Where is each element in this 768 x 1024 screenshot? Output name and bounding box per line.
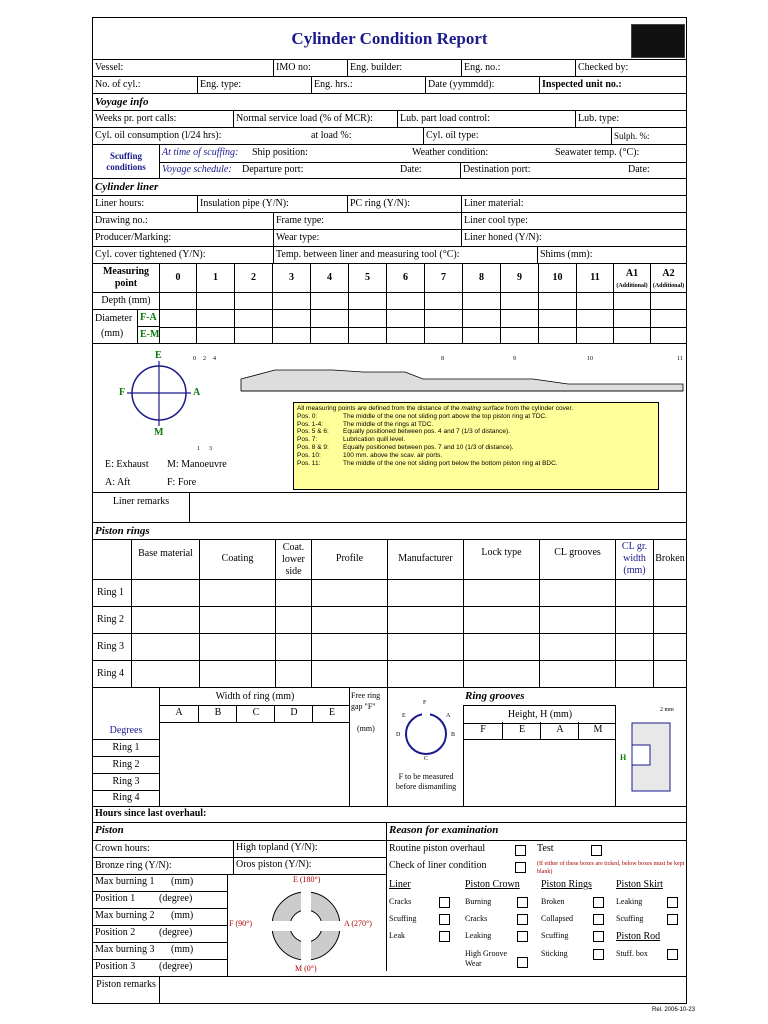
- liner-row-1: [93, 196, 686, 213]
- normal-load-field[interactable]: Normal service load (% of MCR):: [233, 111, 397, 127]
- check-liner-checkbox[interactable]: [515, 862, 526, 873]
- at-time-scuffing-label: At time of scuffing:: [162, 147, 239, 158]
- coat-lower-header: Coat. lower side: [275, 540, 311, 579]
- point-9: 9: [500, 264, 538, 292]
- ring-row: [93, 634, 686, 661]
- col-div-3: [272, 293, 273, 344]
- diameter-mm: (mm): [101, 328, 124, 339]
- liner-honed-field[interactable]: Liner honed (Y/N):: [461, 230, 686, 246]
- voyage-section-row: [93, 94, 686, 111]
- liner-section-title: Cylinder liner: [95, 181, 159, 193]
- burn-label: Position 2: [95, 927, 136, 938]
- burn-label: Position 1: [95, 893, 136, 904]
- ring-col-div: [615, 580, 616, 688]
- depth-label: Depth (mm): [101, 295, 151, 306]
- burn-unit: (degree): [159, 893, 193, 904]
- scuffing-line-1: [159, 145, 687, 163]
- piston-remarks-label: Piston remarks: [96, 979, 156, 990]
- width-ring-2: Ring 2: [93, 756, 159, 774]
- ring-label-a: A: [446, 713, 451, 719]
- coating-header: Coating: [199, 540, 275, 579]
- piston-compass-m: M (0°): [295, 964, 317, 973]
- skirt-scuffing: Scuffing: [616, 914, 644, 923]
- rings-broken-checkbox[interactable]: [593, 897, 604, 908]
- rings-header-row: [93, 540, 686, 580]
- eng-builder-field[interactable]: Eng. builder:: [347, 60, 461, 76]
- note-row: [297, 413, 655, 421]
- point-3: 3: [272, 264, 310, 292]
- destination-port-field[interactable]: Destination port:: [460, 162, 531, 179]
- inspected-unit-field[interactable]: Inspected unit no.:: [539, 77, 686, 93]
- note-text: Equally positioned between pos. 4 and 7 (1/3 of distance).: [343, 428, 510, 436]
- liner-leak: Leak: [389, 931, 405, 940]
- header-row-2: [93, 77, 686, 94]
- rings-scuffing: Scuffing: [541, 931, 569, 940]
- point-1: 1: [196, 264, 234, 292]
- width-ring-1: Ring 1: [93, 739, 159, 757]
- ring-label-d: D: [396, 732, 401, 738]
- liner-remarks-row: [93, 493, 686, 523]
- liner-scuffing: Scuffing: [389, 914, 417, 923]
- routine-checkbox[interactable]: [515, 845, 526, 856]
- width-ring-4: Ring 4: [112, 792, 140, 803]
- width-header: Width of ring (mm): [159, 688, 350, 706]
- profile-8: 8: [441, 356, 444, 362]
- point-a1-label: A1: [625, 268, 639, 279]
- eng-hrs-field[interactable]: Eng. hrs.:: [311, 77, 425, 93]
- note-text: The middle of the one not sliding port above the top piston ring at TDC.: [343, 412, 548, 420]
- footer-release: Rel. 2006-10-23: [652, 1007, 696, 1013]
- col-div-4: [310, 293, 311, 344]
- point-8: 8: [462, 264, 500, 292]
- liner-remarks-label: Liner remarks: [112, 496, 170, 507]
- eng-type-field[interactable]: Eng. type:: [197, 77, 311, 93]
- col-div-6: [386, 293, 387, 344]
- legend-aft: A: Aft: [105, 477, 131, 488]
- note-pos: Pos. 0:: [297, 412, 318, 420]
- liner-cool-type-field[interactable]: Liner cool type:: [461, 213, 686, 229]
- degrees-label: Degrees: [93, 722, 159, 740]
- legend-manoeuvre: M: Manoeuvre: [167, 459, 227, 470]
- ring-col-div: [131, 580, 132, 688]
- groove-col-a: A: [540, 722, 579, 739]
- no-cyl-field[interactable]: No. of cyl.:: [95, 79, 141, 90]
- height-header: Height, H (mm): [463, 705, 616, 724]
- width-grid[interactable]: [159, 722, 350, 806]
- liner-cracks: Cracks: [389, 897, 412, 906]
- diag-bot-3: 3: [209, 446, 212, 452]
- burn-line: [93, 891, 227, 892]
- ring-row-label: Ring 2: [97, 614, 124, 625]
- note-text: The middle of the rings at TDC.: [343, 420, 434, 428]
- title-row: [93, 18, 686, 60]
- col-div-5: [348, 293, 349, 344]
- width-col-b: B: [198, 705, 237, 722]
- ring-row-label: Ring 4: [97, 668, 124, 679]
- rings-scuffing-checkbox[interactable]: [593, 931, 604, 942]
- bronze-ring-field[interactable]: Bronze ring (Y/N):: [95, 860, 172, 871]
- hours-overhaul-label: Hours since last overhaul:: [95, 808, 207, 819]
- sulph-field[interactable]: Sulph. %:: [611, 128, 686, 144]
- producer-field[interactable]: Producer/Marking:: [95, 232, 172, 243]
- rings-sticking-checkbox[interactable]: [593, 949, 604, 960]
- note-intro-em: mating surface: [461, 405, 505, 412]
- point-a1: [613, 264, 650, 292]
- col-div-13: [650, 293, 651, 344]
- burn-unit: (mm): [171, 910, 194, 921]
- voyage-row-2: [93, 128, 686, 145]
- ship-position-field[interactable]: Ship position:: [252, 147, 308, 158]
- at-load-field[interactable]: at load %:: [311, 130, 352, 141]
- measuring-point-row: [93, 264, 686, 293]
- ring-gap-diagram: [387, 688, 464, 806]
- vessel-field[interactable]: Vessel:: [95, 62, 124, 73]
- burn-table: [93, 874, 228, 976]
- imo-field[interactable]: IMO no:: [273, 60, 347, 76]
- point-a2-label: A2: [662, 268, 675, 279]
- diameter-text: Diameter: [95, 313, 133, 324]
- point-4: 4: [310, 264, 348, 292]
- liner-leak-checkbox[interactable]: [439, 931, 450, 942]
- group-rod-title: Piston Rod: [616, 931, 661, 942]
- note-pos: Pos. 8 & 9:: [297, 443, 329, 451]
- skirt-leaking: Leaking: [616, 897, 643, 906]
- burn-unit: (degree): [159, 961, 193, 972]
- point-11: 11: [576, 264, 613, 292]
- ring-label-b: B: [451, 732, 456, 738]
- groove-h-label: H: [620, 753, 627, 762]
- weather-field[interactable]: Weather condition:: [412, 147, 489, 158]
- note-pos: Pos. 1-4:: [297, 420, 324, 428]
- width-cols: [159, 705, 350, 723]
- ring-row: [93, 580, 686, 607]
- ring-col-div: [539, 580, 540, 688]
- rings-broken: Broken: [541, 897, 565, 906]
- ring-label-e: E: [402, 713, 406, 719]
- eng-no-field[interactable]: Eng. no.:: [461, 60, 575, 76]
- compass-a: A: [193, 387, 201, 398]
- col-div-12: [613, 293, 614, 344]
- burn-unit: (mm): [171, 944, 194, 955]
- liner-section-row: [93, 179, 686, 196]
- burn-label: Max burning 2: [95, 910, 155, 921]
- base-material-header: Base material: [131, 540, 199, 579]
- high-topland-field[interactable]: High topland (Y/N):: [233, 840, 318, 857]
- width-col-d: D: [274, 705, 313, 722]
- liner-row-4: [93, 247, 686, 264]
- group-liner-title: Liner: [389, 879, 411, 890]
- voyage-schedule-label: Voyage schedule:: [162, 164, 232, 175]
- diag-top-4: 4: [213, 356, 216, 362]
- piston-section-title: Piston: [95, 824, 124, 836]
- ring-col-div: [463, 580, 464, 688]
- date2-field[interactable]: Date:: [628, 164, 650, 175]
- point-7: 7: [424, 264, 462, 292]
- point-2: 2: [234, 264, 272, 292]
- point-a1-note: (Additional): [616, 283, 648, 289]
- profile-header: Profile: [311, 540, 387, 579]
- fa-label: F-A: [137, 310, 159, 327]
- insulation-pipe-field[interactable]: Insulation pipe (Y/N):: [197, 196, 347, 212]
- cyl-oil-type-field[interactable]: Cyl. oil type:: [423, 128, 611, 144]
- em-label: E-M: [137, 327, 159, 344]
- diameter-row: [93, 310, 686, 344]
- groove-col-e: E: [502, 722, 541, 739]
- measuring-points-note: [293, 402, 659, 490]
- pc-ring-field[interactable]: PC ring (Y/N):: [347, 196, 461, 212]
- checked-by-field[interactable]: Checked by:: [575, 60, 686, 76]
- diag-top-2: 2: [203, 356, 206, 362]
- voyage-section-title: Voyage info: [95, 96, 149, 108]
- col-div-2: [234, 293, 235, 344]
- shims-field[interactable]: Shims (mm):: [537, 247, 686, 263]
- crown-high-groove: High Groove Wear: [465, 949, 507, 968]
- cl-grooves-header: CL grooves: [539, 540, 615, 579]
- legend-fore: F: Fore: [167, 477, 197, 488]
- groove-svg: [616, 705, 687, 806]
- scuffing-conditions-label: Scuffing conditions: [106, 151, 146, 172]
- manufacturer-header: Manufacturer: [387, 540, 463, 579]
- ring-col-div: [199, 580, 200, 688]
- cyl-oil-cons-field[interactable]: Cyl. oil consumption (l/24 hrs):: [95, 130, 222, 141]
- liner-row-2: [93, 213, 686, 230]
- lock-type-header: Lock type: [463, 540, 539, 579]
- crown-burning-checkbox[interactable]: [517, 897, 528, 908]
- burn-line: [93, 959, 227, 960]
- note-text: 100 mm. above the scav. air ports.: [343, 451, 443, 459]
- point-6: 6: [386, 264, 424, 292]
- scuffing-line-2: [159, 162, 687, 179]
- burn-line: [93, 925, 227, 926]
- diag-top-0: 0: [193, 356, 196, 362]
- crown-burning: Burning: [465, 897, 492, 906]
- rings-section-title: Piston rings: [95, 525, 150, 537]
- ring-col-div: [275, 580, 276, 688]
- point-5: 5: [348, 264, 386, 292]
- width-ring-3: Ring 3: [93, 773, 159, 791]
- weeks-port-field[interactable]: Weeks pr. port calls:: [95, 113, 177, 124]
- skirt-scuffing-checkbox[interactable]: [667, 914, 678, 925]
- point-10: 10: [538, 264, 576, 292]
- liner-cracks-checkbox[interactable]: [439, 897, 450, 908]
- frame-type-field[interactable]: Frame type:: [273, 213, 461, 229]
- free-ring-gap-mm: (mm): [357, 724, 375, 733]
- reason-section-title: Reason for examination: [389, 824, 499, 836]
- routine-label: Routine piston overhaul: [389, 843, 486, 854]
- width-col-c: C: [236, 705, 275, 722]
- cyl-cover-field[interactable]: Cyl. cover tightened (Y/N):: [95, 249, 206, 260]
- burn-line: [93, 908, 227, 909]
- rings-section-row: [93, 523, 686, 540]
- note-pos: Pos. 7:: [297, 436, 318, 444]
- date1-field[interactable]: Date:: [400, 164, 422, 175]
- free-ring-gap: [349, 688, 387, 806]
- liner-remarks-field[interactable]: [189, 493, 686, 522]
- check-liner-label: Check of liner condition: [389, 860, 487, 871]
- point-a2: [650, 264, 686, 292]
- burn-unit: (mm): [171, 876, 194, 887]
- groove-diagram: [615, 705, 687, 806]
- group-crown-title: Piston Crown: [465, 879, 520, 890]
- col-div-11: [576, 293, 577, 344]
- note-intro: [297, 405, 655, 413]
- ring-col-div: [311, 580, 312, 688]
- ring-label-f: F: [423, 700, 427, 706]
- voyage-row-1: [93, 111, 686, 128]
- lub-part-load-field[interactable]: Lub. part load control:: [397, 111, 575, 127]
- note-row: [297, 444, 655, 452]
- liner-material-field[interactable]: Liner material:: [461, 196, 686, 212]
- col-div-8: [462, 293, 463, 344]
- width-col-e: E: [312, 705, 351, 722]
- reason-note: (If either of these boxes are ticked, below boxes must be kept blank): [537, 861, 685, 875]
- ring-row-label: Ring 1: [97, 587, 124, 598]
- note-text: Lubrication quill level.: [343, 436, 406, 444]
- seawater-field[interactable]: Seawater temp. (°C):: [555, 147, 640, 158]
- col-div-9: [500, 293, 501, 344]
- departure-port-field[interactable]: Departure port:: [242, 164, 304, 175]
- rings-collapsed: Collapsed: [541, 914, 573, 923]
- piston-slot-h: [270, 921, 342, 931]
- oros-piston-field[interactable]: Oros piston (Y/N):: [233, 857, 312, 874]
- note-pos: Pos. 11:: [297, 459, 321, 467]
- ring-circle: [406, 714, 446, 754]
- depth-values[interactable]: [159, 293, 686, 309]
- groove-slot: [632, 745, 650, 765]
- groove-dim-label: 2 mm: [660, 707, 674, 713]
- col-div-7: [424, 293, 425, 344]
- wear-type-field[interactable]: Wear type:: [273, 230, 461, 246]
- ring-col-div: [387, 580, 388, 688]
- crown-leaking: Leaking: [465, 931, 492, 940]
- liner-scuffing-checkbox[interactable]: [439, 914, 450, 925]
- measuring-point-label: Measuring point: [102, 266, 150, 289]
- test-checkbox[interactable]: [591, 845, 602, 856]
- liner-profile: [241, 370, 683, 391]
- test-label: Test: [537, 843, 554, 854]
- crown-high-groove-checkbox[interactable]: [517, 957, 528, 968]
- page-title: Cylinder Condition Report: [291, 29, 488, 48]
- note-row: [297, 436, 655, 444]
- temp-between-field[interactable]: Temp. between liner and measuring tool (°C):: [273, 247, 537, 263]
- compass-m: M: [154, 427, 164, 438]
- note-pos: Pos. 5 & 6:: [297, 428, 329, 436]
- cl-width-header: CL gr. width (mm): [615, 540, 653, 579]
- hours-overhaul-row: [93, 806, 686, 823]
- scuffing-row: [93, 145, 686, 179]
- liner-hours-field[interactable]: Liner hours:: [95, 198, 145, 209]
- ring-width-area: [93, 688, 686, 807]
- depth-row: [93, 293, 686, 310]
- piston-compass-e: E (180°): [293, 875, 321, 884]
- profile-9: 9: [513, 356, 516, 362]
- group-rings-title: Piston Rings: [541, 879, 592, 890]
- group-skirt-title: Piston Skirt: [616, 879, 663, 890]
- groove-col-f: F: [480, 724, 486, 735]
- legend-exhaust: E: Exhaust: [105, 459, 149, 470]
- note-row: [297, 452, 655, 460]
- groove-grid[interactable]: [463, 739, 616, 806]
- ring-row: [93, 661, 686, 688]
- note-text: The middle of the one not sliding port below the bottom piston ring at BDC.: [343, 459, 558, 467]
- note-row: [297, 460, 655, 468]
- burn-line: [93, 942, 227, 943]
- skirt-leaking-checkbox[interactable]: [667, 897, 678, 908]
- diameter-label: [93, 310, 137, 343]
- ring-gap-mark: [422, 710, 430, 718]
- ring-label-c: C: [424, 756, 429, 762]
- ring-col-div: [653, 580, 654, 688]
- lub-type-field[interactable]: Lub. type:: [575, 111, 686, 127]
- crown-cracks: Cracks: [465, 914, 488, 923]
- piston-section: [93, 823, 386, 1003]
- note-pos: Pos. 10:: [297, 451, 321, 459]
- free-ring-gap-label: Free ring gap "F": [351, 691, 381, 711]
- note-intro-text: All measuring points are defined from the distance of the: [297, 405, 460, 412]
- grooves-section-title: Ring grooves: [465, 690, 525, 702]
- ring-row-label: Ring 3: [97, 641, 124, 652]
- burn-unit: (degree): [159, 927, 193, 938]
- burn-label: Max burning 1: [95, 876, 155, 887]
- reason-section: [386, 823, 687, 971]
- liner-row-3: [93, 230, 686, 247]
- piston-compass-f: F (90°): [229, 919, 252, 928]
- note-row: [297, 428, 655, 436]
- date-field[interactable]: Date (yymmdd):: [425, 77, 539, 93]
- col-div-10: [538, 293, 539, 344]
- compass-e: E: [155, 350, 162, 361]
- rings-header-blank: [93, 540, 131, 579]
- groove-cols: [463, 722, 616, 740]
- piston-compass-a: A (270°): [344, 919, 372, 928]
- cylinder-condition-form: [92, 17, 687, 1004]
- rings-collapsed-checkbox[interactable]: [593, 914, 604, 925]
- note-text: Equally positioned between pos. 7 and 10 (1/3 of distance).: [343, 443, 514, 451]
- point-a2-note: (Additional): [652, 283, 685, 289]
- burn-label: Position 3: [95, 961, 136, 972]
- crown-hours-field[interactable]: Crown hours:: [95, 843, 150, 854]
- fa-values[interactable]: [159, 310, 687, 328]
- note-row: [297, 421, 655, 429]
- rod-stuff-box-checkbox[interactable]: [667, 949, 678, 960]
- header-row-1: [93, 60, 686, 77]
- crown-leaking-checkbox[interactable]: [517, 931, 528, 942]
- piston-compass: [227, 874, 386, 976]
- profile-11: 11: [677, 356, 683, 362]
- burn-label: Max burning 3: [95, 944, 155, 955]
- f-note: F to be measured before dismantling: [395, 772, 457, 791]
- col-div-1: [196, 293, 197, 344]
- note-intro-end: from the cylinder cover.: [505, 405, 574, 412]
- em-values[interactable]: [159, 327, 687, 344]
- broken-header: Broken: [653, 540, 686, 579]
- company-logo: [631, 24, 685, 58]
- groove-col-m: M: [578, 722, 617, 739]
- piston-remarks-field[interactable]: [159, 976, 687, 1003]
- rod-stuff-box: Stuff. box: [616, 949, 648, 958]
- drawing-no-field[interactable]: Drawing no.:: [95, 215, 148, 226]
- width-col-a: A: [175, 707, 183, 718]
- diag-bot-1: 1: [197, 446, 200, 452]
- profile-10: 10: [587, 356, 593, 362]
- compass-f: F: [119, 387, 126, 398]
- rings-sticking: Sticking: [541, 949, 568, 958]
- crown-cracks-checkbox[interactable]: [517, 914, 528, 925]
- ring-row: [93, 607, 686, 634]
- point-0: 0: [159, 264, 196, 292]
